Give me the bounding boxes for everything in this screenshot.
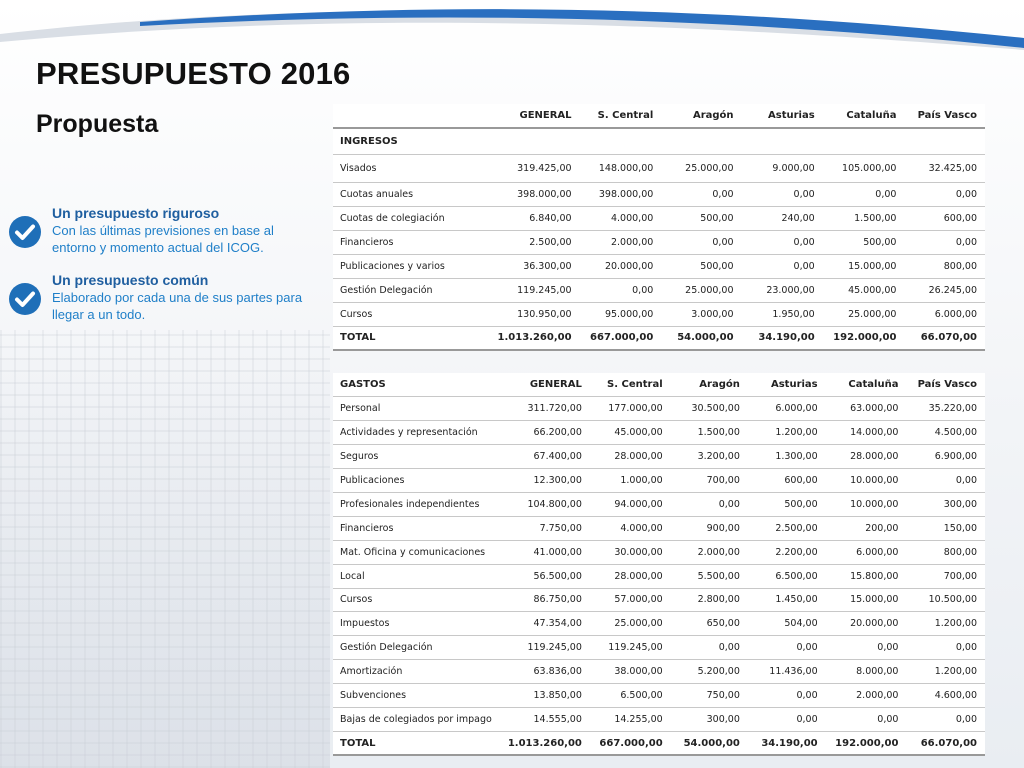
value-cell: 0,00 bbox=[748, 636, 826, 660]
header-cell: Aragón bbox=[661, 104, 741, 128]
header-cell: Aragón bbox=[671, 373, 748, 397]
value-cell: 95.000,00 bbox=[580, 302, 662, 326]
value-cell: 0,00 bbox=[906, 707, 985, 731]
value-cell: 3.000,00 bbox=[661, 302, 741, 326]
value-cell: 1.300,00 bbox=[748, 445, 826, 469]
value-cell: 240,00 bbox=[742, 206, 823, 230]
value-cell: 0,00 bbox=[671, 492, 748, 516]
concept-cell: Personal bbox=[333, 397, 500, 421]
value-cell: 2.500,00 bbox=[490, 230, 580, 254]
value-cell: 0,00 bbox=[742, 182, 823, 206]
value-cell: 15.000,00 bbox=[823, 254, 905, 278]
value-cell: 12.300,00 bbox=[500, 469, 590, 493]
value-cell: 0,00 bbox=[671, 636, 748, 660]
value-cell: 0,00 bbox=[742, 230, 823, 254]
total-value-cell: 192.000,00 bbox=[826, 731, 907, 755]
value-cell: 15.800,00 bbox=[826, 564, 907, 588]
concept-cell: Publicaciones bbox=[333, 469, 500, 493]
value-cell: 500,00 bbox=[823, 230, 905, 254]
table-row bbox=[333, 516, 985, 540]
total-label: TOTAL bbox=[333, 326, 490, 350]
value-cell: 14.255,00 bbox=[590, 707, 671, 731]
header-cell: GENERAL bbox=[500, 373, 590, 397]
value-cell: 56.500,00 bbox=[500, 564, 590, 588]
value-cell: 2.800,00 bbox=[671, 588, 748, 612]
check-circle-icon bbox=[8, 282, 42, 316]
value-cell: 6.000,00 bbox=[826, 540, 907, 564]
value-cell: 1.450,00 bbox=[748, 588, 826, 612]
value-cell: 1.200,00 bbox=[748, 421, 826, 445]
concept-cell: Bajas de colegiados por impago bbox=[333, 707, 500, 731]
value-cell: 800,00 bbox=[906, 540, 985, 564]
value-cell: 0,00 bbox=[906, 636, 985, 660]
header-swoosh bbox=[0, 0, 1024, 60]
point-title: Un presupuesto común bbox=[52, 272, 209, 288]
value-cell: 25.000,00 bbox=[661, 154, 741, 182]
value-cell: 311.720,00 bbox=[500, 397, 590, 421]
value-cell: 500,00 bbox=[748, 492, 826, 516]
value-cell: 6.000,00 bbox=[904, 302, 985, 326]
value-cell: 0,00 bbox=[742, 254, 823, 278]
value-cell: 3.200,00 bbox=[671, 445, 748, 469]
value-cell: 2.000,00 bbox=[826, 684, 907, 708]
section-row bbox=[333, 128, 985, 154]
value-cell: 86.750,00 bbox=[500, 588, 590, 612]
header-cell: Cataluña bbox=[823, 104, 905, 128]
total-value-cell: 54.000,00 bbox=[661, 326, 741, 350]
value-cell: 30.500,00 bbox=[671, 397, 748, 421]
table-header-row bbox=[333, 104, 985, 128]
value-cell: 104.800,00 bbox=[500, 492, 590, 516]
total-label: TOTAL bbox=[333, 731, 500, 755]
value-cell: 26.245,00 bbox=[904, 278, 985, 302]
check-circle-icon bbox=[8, 215, 42, 249]
value-cell: 2.200,00 bbox=[748, 540, 826, 564]
value-cell: 0,00 bbox=[826, 707, 907, 731]
value-cell: 28.000,00 bbox=[590, 564, 671, 588]
value-cell: 9.000,00 bbox=[742, 154, 823, 182]
total-row bbox=[333, 731, 985, 755]
value-cell: 6.500,00 bbox=[590, 684, 671, 708]
value-cell: 5.200,00 bbox=[671, 660, 748, 684]
value-cell: 63.000,00 bbox=[826, 397, 907, 421]
value-cell: 504,00 bbox=[748, 612, 826, 636]
value-cell: 300,00 bbox=[906, 492, 985, 516]
value-cell: 1.500,00 bbox=[671, 421, 748, 445]
value-cell: 14.000,00 bbox=[826, 421, 907, 445]
value-cell: 2.000,00 bbox=[671, 540, 748, 564]
concept-cell: Visados bbox=[333, 154, 490, 182]
value-cell: 500,00 bbox=[661, 206, 741, 230]
concept-cell: Seguros bbox=[333, 445, 500, 469]
value-cell: 119.245,00 bbox=[490, 278, 580, 302]
total-row bbox=[333, 326, 985, 350]
value-cell: 4.500,00 bbox=[906, 421, 985, 445]
value-cell: 15.000,00 bbox=[826, 588, 907, 612]
concept-cell: Subvenciones bbox=[333, 684, 500, 708]
point-description: Elaborado por cada una de sus partes para llegar a un todo. bbox=[52, 290, 303, 322]
value-cell: 36.300,00 bbox=[490, 254, 580, 278]
value-cell: 105.000,00 bbox=[823, 154, 905, 182]
ingresos-table bbox=[333, 104, 985, 351]
point-title: Un presupuesto riguroso bbox=[52, 205, 220, 221]
value-cell: 28.000,00 bbox=[826, 445, 907, 469]
value-cell: 6.840,00 bbox=[490, 206, 580, 230]
value-cell: 177.000,00 bbox=[590, 397, 671, 421]
ingresos-body bbox=[333, 128, 985, 350]
value-cell: 398.000,00 bbox=[490, 182, 580, 206]
value-cell: 130.950,00 bbox=[490, 302, 580, 326]
table-row bbox=[333, 154, 985, 182]
header-cell: País Vasco bbox=[904, 104, 985, 128]
value-cell: 1.200,00 bbox=[906, 660, 985, 684]
header-cell-empty bbox=[333, 104, 490, 128]
gastos-table bbox=[333, 373, 985, 756]
value-cell: 30.000,00 bbox=[590, 540, 671, 564]
value-cell: 0,00 bbox=[826, 636, 907, 660]
value-cell: 23.000,00 bbox=[742, 278, 823, 302]
value-cell: 57.000,00 bbox=[590, 588, 671, 612]
value-cell: 20.000,00 bbox=[580, 254, 662, 278]
value-cell: 1.950,00 bbox=[742, 302, 823, 326]
value-cell: 35.220,00 bbox=[906, 397, 985, 421]
concept-cell: Publicaciones y varios bbox=[333, 254, 490, 278]
value-cell: 0,00 bbox=[661, 230, 741, 254]
value-cell: 8.000,00 bbox=[826, 660, 907, 684]
table-row bbox=[333, 182, 985, 206]
point-description: Con las últimas previsiones en base al entorno y momento actual del ICOG. bbox=[52, 223, 274, 255]
table-row bbox=[333, 707, 985, 731]
concept-cell: Mat. Oficina y comunicaciones bbox=[333, 540, 500, 564]
value-cell: 41.000,00 bbox=[500, 540, 590, 564]
page-subtitle: Propuesta bbox=[36, 110, 159, 138]
value-cell: 2.500,00 bbox=[748, 516, 826, 540]
value-cell: 20.000,00 bbox=[826, 612, 907, 636]
concept-cell: Cursos bbox=[333, 588, 500, 612]
gastos-body bbox=[333, 373, 985, 755]
table-row bbox=[333, 636, 985, 660]
value-cell: 6.900,00 bbox=[906, 445, 985, 469]
value-cell: 650,00 bbox=[671, 612, 748, 636]
concept-cell: Actividades y representación bbox=[333, 421, 500, 445]
total-value-cell: 34.190,00 bbox=[748, 731, 826, 755]
value-cell: 2.000,00 bbox=[580, 230, 662, 254]
value-cell: 0,00 bbox=[823, 182, 905, 206]
value-cell: 700,00 bbox=[906, 564, 985, 588]
value-cell: 750,00 bbox=[671, 684, 748, 708]
total-value-cell: 667.000,00 bbox=[590, 731, 671, 755]
value-cell: 6.000,00 bbox=[748, 397, 826, 421]
value-cell: 900,00 bbox=[671, 516, 748, 540]
concept-cell: Financieros bbox=[333, 230, 490, 254]
value-cell: 300,00 bbox=[671, 707, 748, 731]
value-cell: 0,00 bbox=[904, 230, 985, 254]
concept-cell: Impuestos bbox=[333, 612, 500, 636]
value-cell: 0,00 bbox=[748, 707, 826, 731]
table-row bbox=[333, 540, 985, 564]
header-cell: S. Central bbox=[590, 373, 671, 397]
value-cell: 14.555,00 bbox=[500, 707, 590, 731]
value-cell: 600,00 bbox=[748, 469, 826, 493]
table-row bbox=[333, 660, 985, 684]
concept-cell: Profesionales independientes bbox=[333, 492, 500, 516]
value-cell: 1.500,00 bbox=[823, 206, 905, 230]
table-row bbox=[333, 230, 985, 254]
section-label: GASTOS bbox=[333, 373, 500, 397]
value-cell: 200,00 bbox=[826, 516, 907, 540]
total-value-cell: 34.190,00 bbox=[742, 326, 823, 350]
header-cell: GENERAL bbox=[490, 104, 580, 128]
value-cell: 0,00 bbox=[580, 278, 662, 302]
value-cell: 94.000,00 bbox=[590, 492, 671, 516]
table-row bbox=[333, 612, 985, 636]
value-cell: 47.354,00 bbox=[500, 612, 590, 636]
value-cell: 10.000,00 bbox=[826, 469, 907, 493]
total-value-cell: 54.000,00 bbox=[671, 731, 748, 755]
value-cell: 5.500,00 bbox=[671, 564, 748, 588]
table-row bbox=[333, 588, 985, 612]
value-cell: 4.000,00 bbox=[580, 206, 662, 230]
value-cell: 32.425,00 bbox=[904, 154, 985, 182]
header-cell: S. Central bbox=[580, 104, 662, 128]
page-title: PRESUPUESTO 2016 bbox=[36, 56, 351, 91]
concept-cell: Cuotas anuales bbox=[333, 182, 490, 206]
total-value-cell: 66.070,00 bbox=[904, 326, 985, 350]
header-cell: Asturias bbox=[742, 104, 823, 128]
value-cell: 7.750,00 bbox=[500, 516, 590, 540]
value-cell: 28.000,00 bbox=[590, 445, 671, 469]
value-cell: 6.500,00 bbox=[748, 564, 826, 588]
total-value-cell: 1.013.260,00 bbox=[500, 731, 590, 755]
value-cell: 398.000,00 bbox=[580, 182, 662, 206]
header-cell: País Vasco bbox=[906, 373, 985, 397]
table-row bbox=[333, 397, 985, 421]
header-cell: Asturias bbox=[748, 373, 826, 397]
total-value-cell: 667.000,00 bbox=[580, 326, 662, 350]
table-row bbox=[333, 206, 985, 230]
value-cell: 0,00 bbox=[661, 182, 741, 206]
value-cell: 319.425,00 bbox=[490, 154, 580, 182]
value-cell: 4.600,00 bbox=[906, 684, 985, 708]
table-row bbox=[333, 421, 985, 445]
value-cell: 63.836,00 bbox=[500, 660, 590, 684]
table-row bbox=[333, 278, 985, 302]
concept-cell: Cuotas de colegiación bbox=[333, 206, 490, 230]
value-cell: 11.436,00 bbox=[748, 660, 826, 684]
value-cell: 148.000,00 bbox=[580, 154, 662, 182]
value-cell: 45.000,00 bbox=[823, 278, 905, 302]
table-row bbox=[333, 564, 985, 588]
concept-cell: Local bbox=[333, 564, 500, 588]
concept-cell: Financieros bbox=[333, 516, 500, 540]
value-cell: 13.850,00 bbox=[500, 684, 590, 708]
value-cell: 500,00 bbox=[661, 254, 741, 278]
value-cell: 25.000,00 bbox=[661, 278, 741, 302]
table-row bbox=[333, 302, 985, 326]
value-cell: 1.200,00 bbox=[906, 612, 985, 636]
value-cell: 45.000,00 bbox=[590, 421, 671, 445]
total-value-cell: 1.013.260,00 bbox=[490, 326, 580, 350]
section-header-row bbox=[333, 373, 985, 397]
value-cell: 0,00 bbox=[906, 469, 985, 493]
table-row bbox=[333, 492, 985, 516]
background-building bbox=[0, 330, 330, 768]
value-cell: 800,00 bbox=[904, 254, 985, 278]
value-cell: 66.200,00 bbox=[500, 421, 590, 445]
value-cell: 119.245,00 bbox=[590, 636, 671, 660]
section-label: INGRESOS bbox=[333, 128, 985, 154]
table-row bbox=[333, 254, 985, 278]
table-row bbox=[333, 469, 985, 493]
value-cell: 4.000,00 bbox=[590, 516, 671, 540]
table-row bbox=[333, 445, 985, 469]
concept-cell: Gestión Delegación bbox=[333, 636, 500, 660]
total-value-cell: 192.000,00 bbox=[823, 326, 905, 350]
value-cell: 1.000,00 bbox=[590, 469, 671, 493]
value-cell: 119.245,00 bbox=[500, 636, 590, 660]
value-cell: 0,00 bbox=[904, 182, 985, 206]
value-cell: 67.400,00 bbox=[500, 445, 590, 469]
value-cell: 600,00 bbox=[904, 206, 985, 230]
concept-cell: Amortización bbox=[333, 660, 500, 684]
value-cell: 10.000,00 bbox=[826, 492, 907, 516]
header-cell: Cataluña bbox=[826, 373, 907, 397]
value-cell: 0,00 bbox=[748, 684, 826, 708]
value-cell: 38.000,00 bbox=[590, 660, 671, 684]
total-value-cell: 66.070,00 bbox=[906, 731, 985, 755]
value-cell: 150,00 bbox=[906, 516, 985, 540]
concept-cell: Cursos bbox=[333, 302, 490, 326]
value-cell: 10.500,00 bbox=[906, 588, 985, 612]
table-row bbox=[333, 684, 985, 708]
value-cell: 25.000,00 bbox=[590, 612, 671, 636]
value-cell: 25.000,00 bbox=[823, 302, 905, 326]
value-cell: 700,00 bbox=[671, 469, 748, 493]
concept-cell: Gestión Delegación bbox=[333, 278, 490, 302]
